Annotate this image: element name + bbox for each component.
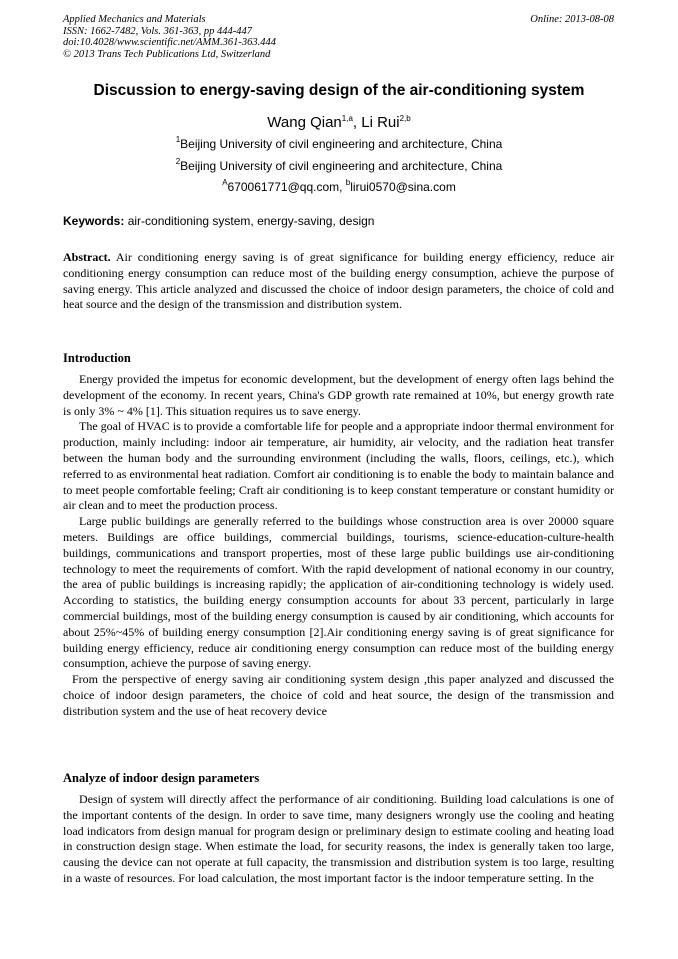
keywords [63, 214, 374, 229]
paragraph: From the perspective of energy saving air conditioning system design ,this paper analyzed and discussed the choice of indoor design parameters, the choice of cold and heat source, the design of the transmission and distribution system and the use of heat recovery device [63, 672, 614, 718]
online-date: Online: 2013-08-08 [530, 14, 614, 25]
paragraph: The goal of HVAC is to provide a comfortable life for people and a appropriate indoor thermal environment for production, mainly including: indoor air temperature, air humidity, air velocity, and the radiation heat transfer between the human body and the surrounding environment (including the walls, floors, ceilings, etc.), which referred to as environmental heat radiation. Comfort air conditioning is to enable the body to maintain balance and to meet people comfortable feeling; Craft air conditioning is to keep constant temperature or constant humidity or air clean and to meet the production process. [63, 419, 614, 513]
email-address: 670061771@qq.com, [227, 180, 346, 194]
affiliation-superscript: 2 [175, 157, 181, 166]
affiliation-text: Beijing University of civil engineering and architecture, China [180, 159, 503, 173]
keywords-text: air-conditioning system, energy-saving, design [124, 214, 375, 228]
author-superscript: 1,a [341, 114, 353, 123]
author-name: Li Rui [361, 114, 400, 131]
abstract [63, 250, 614, 313]
paper-title: Discussion to energy-saving design of the air-conditioning system [93, 82, 585, 99]
section2-body [63, 792, 614, 887]
affiliation-superscript: 1 [175, 135, 181, 144]
section-heading: Introduction [63, 351, 131, 365]
email-line [0, 180, 678, 195]
email-superscript: b [345, 178, 351, 187]
email-address: lirui0570@sina.com [350, 180, 456, 194]
author-superscript: 2,b [399, 114, 411, 123]
section-heading: Analyze of indoor design parameters [63, 771, 260, 785]
introduction-body [63, 372, 614, 720]
paragraph: Large public buildings are generally referred to the buildings whose construction area is over 20000 square meters. Buildings are office buildings, commercial buildings, tourisms, science-education-culture-health buildings, communications and transport properties, most of these large public buildings use air-conditioning technology to meet the requirements of comfort. With the rapid development of national economy in our country, the area of public buildings is increasing rapidly; the application of air-conditioning technology is widely used. According to statistics, the building energy consumption accounts for about 33 percent, particularly in large commercial buildings, most of the building energy consumption is caused by air conditioning, which accounts for about 25%~45% of building energy consumption [2].Air conditioning energy saving is of great significance for building energy efficiency, reduce air conditioning energy consumption can reduce most of the building energy consumption, achieve the purpose of saving energy. [63, 514, 614, 671]
paragraph: Energy provided the impetus for economic development, but the development of energy often lags behind the development of the economy. In recent years, China's GDP growth rate remained at 10%, but energy growth rate is only 3% ~ 4% [1]. This situation requires us to save energy. [63, 372, 614, 418]
email-superscript: A [222, 178, 228, 187]
journal-issn: ISSN: 1662-7482, Vols. 361-363, pp 444-447 [63, 25, 252, 37]
affiliation-text: Beijing University of civil engineering and architecture, China [180, 137, 503, 151]
author-line [0, 113, 678, 133]
affiliation-2 [0, 159, 678, 174]
author-name: Wang Qian [267, 114, 342, 131]
paragraph: Design of system will directly affect the performance of air conditioning. Building load calculations is one of the important contents of the design. In order to save time, many designers wrongly use the cooling and heating load indicators from design manual for program design or preliminary design to estimate cooling and heating load in construction design stage. When estimate the load, for security reasons, the index is generally taken too large, causing the device can not operate at full capacity, the transmission and distribution system is too large, resulting in a waste of resources. For load calculation, the most important factor is the indoor temperature setting. In the [63, 792, 614, 885]
journal-copyright: © 2013 Trans Tech Publications Ltd, Switzerland [63, 48, 271, 60]
keywords-label: Keywords: [63, 214, 125, 228]
journal-name: Applied Mechanics and Materials [63, 14, 206, 25]
abstract-label: Abstract. [63, 250, 111, 264]
author-separator: , [352, 114, 362, 131]
affiliation-1 [0, 137, 678, 152]
journal-header [63, 14, 276, 60]
abstract-text: Air conditioning energy saving is of great significance for building energy efficiency, reduce air conditioning energy consumption can reduce most of the building energy consumption, achieve the purpose of saving energy. This article analyzed and discussed the choice of indoor design parameters, the choice of cold and heat source and the design of the transmission and distribution system. [63, 250, 614, 312]
journal-doi: doi:10.4028/www.scientific.net/AMM.361-363.444 [63, 37, 276, 48]
